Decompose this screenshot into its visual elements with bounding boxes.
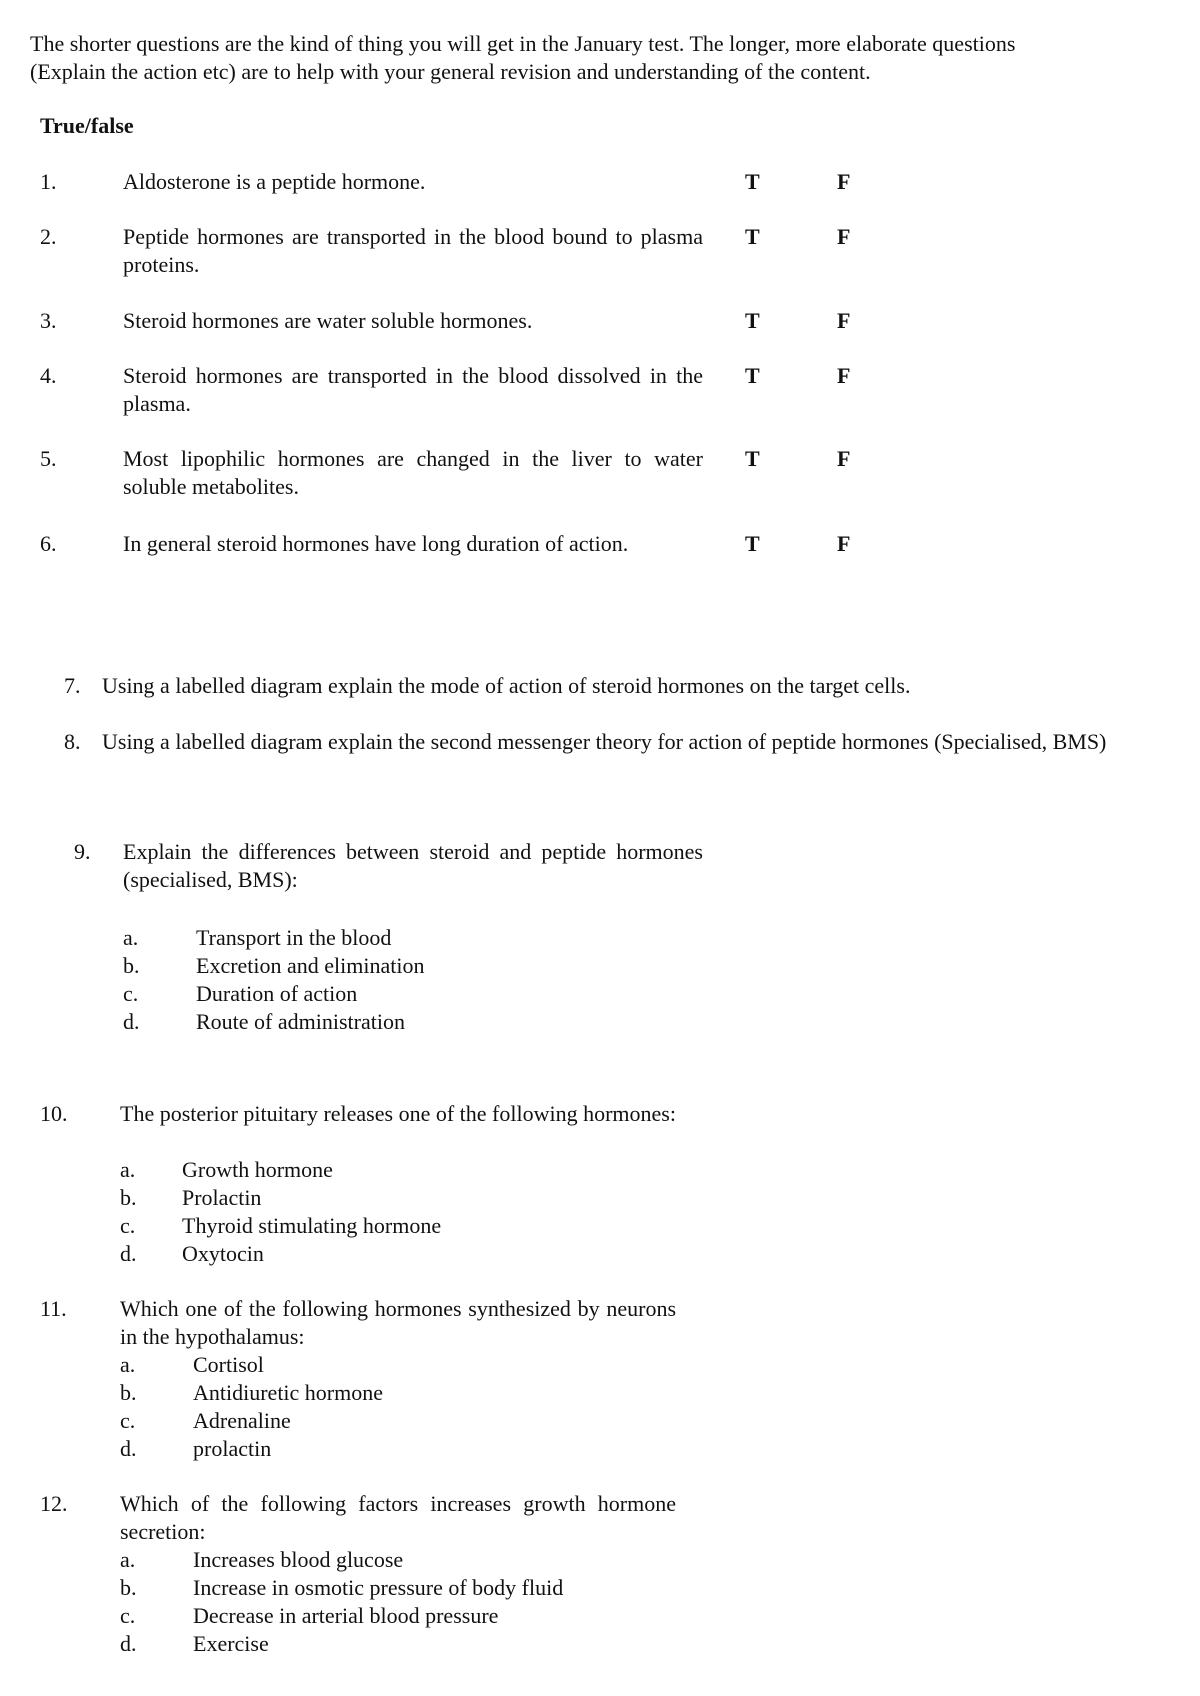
option-text: prolactin: [193, 1436, 272, 1461]
true-option[interactable]: T: [745, 169, 760, 194]
question-text: Most lipophilic hormones are changed in the liver to water soluble metabolites.: [123, 446, 703, 499]
question-number: 5.: [40, 446, 57, 471]
option-text: Cortisol: [193, 1352, 264, 1377]
sub-item-text: Excretion and elimination: [196, 953, 425, 978]
false-option[interactable]: F: [837, 446, 851, 471]
option-letter: d.: [120, 1241, 137, 1266]
false-option[interactable]: F: [837, 169, 851, 194]
option-letter: a.: [120, 1157, 136, 1182]
option-text: Increases blood glucose: [193, 1547, 404, 1572]
false-option[interactable]: F: [837, 531, 851, 556]
intro-paragraph: [30, 30, 1170, 86]
false-option[interactable]: F: [837, 308, 851, 333]
true-option[interactable]: T: [745, 363, 760, 388]
question-text: Which one of the following hormones synthesized by neurons in the hypothalamus:: [120, 1296, 676, 1349]
question-number: 11.: [40, 1296, 67, 1321]
option-letter: b.: [120, 1575, 137, 1600]
question-text: The posterior pituitary releases one of the following hormones:: [120, 1101, 676, 1126]
option-letter: a.: [120, 1352, 136, 1377]
question-text: Steroid hormones are transported in the blood dissolved in the plasma.: [123, 363, 703, 416]
true-option[interactable]: T: [745, 531, 760, 556]
question-text: Aldosterone is a peptide hormone.: [123, 169, 426, 194]
sub-item-text: Transport in the blood: [196, 925, 392, 950]
option-text: Increase in osmotic pressure of body fluid: [193, 1575, 564, 1600]
option-letter: b.: [120, 1185, 137, 1210]
sub-item-letter: b.: [123, 953, 140, 978]
sub-item-letter: a.: [123, 925, 139, 950]
question-number: 6.: [40, 531, 57, 556]
question-number: 1.: [40, 169, 57, 194]
question-text: Which of the following factors increases growth hormone secretion:: [120, 1491, 676, 1544]
sub-item-letter: c.: [123, 981, 139, 1006]
true-option[interactable]: T: [745, 446, 760, 471]
option-text: Growth hormone: [182, 1157, 333, 1182]
question-text: Steroid hormones are water soluble hormones.: [123, 308, 533, 333]
question-text: In general steroid hormones have long duration of action.: [123, 531, 629, 556]
question-number: 3.: [40, 308, 57, 333]
sub-item-text: Duration of action: [196, 981, 358, 1006]
option-text: Exercise: [193, 1631, 269, 1656]
true-option[interactable]: T: [745, 224, 760, 249]
option-text: Adrenaline: [193, 1408, 291, 1433]
intro-line-2: (Explain the action etc) are to help with your general revision and understanding of the content.: [30, 59, 871, 84]
option-letter: b.: [120, 1380, 137, 1405]
option-letter: d.: [120, 1436, 137, 1461]
question-text: Using a labelled diagram explain the second messenger theory for action of peptide hormones (Specialised, BMS): [102, 729, 1107, 754]
option-letter: c.: [120, 1213, 136, 1238]
true-false-heading: True/false: [40, 113, 134, 138]
question-number: 9.: [74, 839, 91, 864]
option-text: Antidiuretic hormone: [193, 1380, 384, 1405]
question-text: Using a labelled diagram explain the mode of action of steroid hormones on the target cells.: [102, 673, 911, 698]
option-text: Oxytocin: [182, 1241, 264, 1266]
question-number: 7.: [64, 673, 81, 698]
false-option[interactable]: F: [837, 224, 851, 249]
option-text: Decrease in arterial blood pressure: [193, 1603, 499, 1628]
option-text: Thyroid stimulating hormone: [182, 1213, 442, 1238]
question-number: 10.: [40, 1101, 68, 1126]
sub-item-letter: d.: [123, 1009, 140, 1034]
option-letter: c.: [120, 1603, 136, 1628]
true-option[interactable]: T: [745, 308, 760, 333]
intro-line-1: The shorter questions are the kind of thing you will get in the January test. The longer, more elaborate questions: [30, 31, 1016, 56]
option-letter: c.: [120, 1408, 136, 1433]
false-option[interactable]: F: [837, 363, 851, 388]
option-letter: a.: [120, 1547, 136, 1572]
question-number: 4.: [40, 363, 57, 388]
question-text: Peptide hormones are transported in the blood bound to plasma proteins.: [123, 224, 703, 277]
option-letter: d.: [120, 1631, 137, 1656]
sub-item-text: Route of administration: [196, 1009, 405, 1034]
option-text: Prolactin: [182, 1185, 262, 1210]
question-text: Explain the differences between steroid and peptide hormones (specialised, BMS):: [123, 839, 703, 892]
question-number: 12.: [40, 1491, 68, 1516]
question-number: 2.: [40, 224, 57, 249]
question-number: 8.: [64, 729, 81, 754]
